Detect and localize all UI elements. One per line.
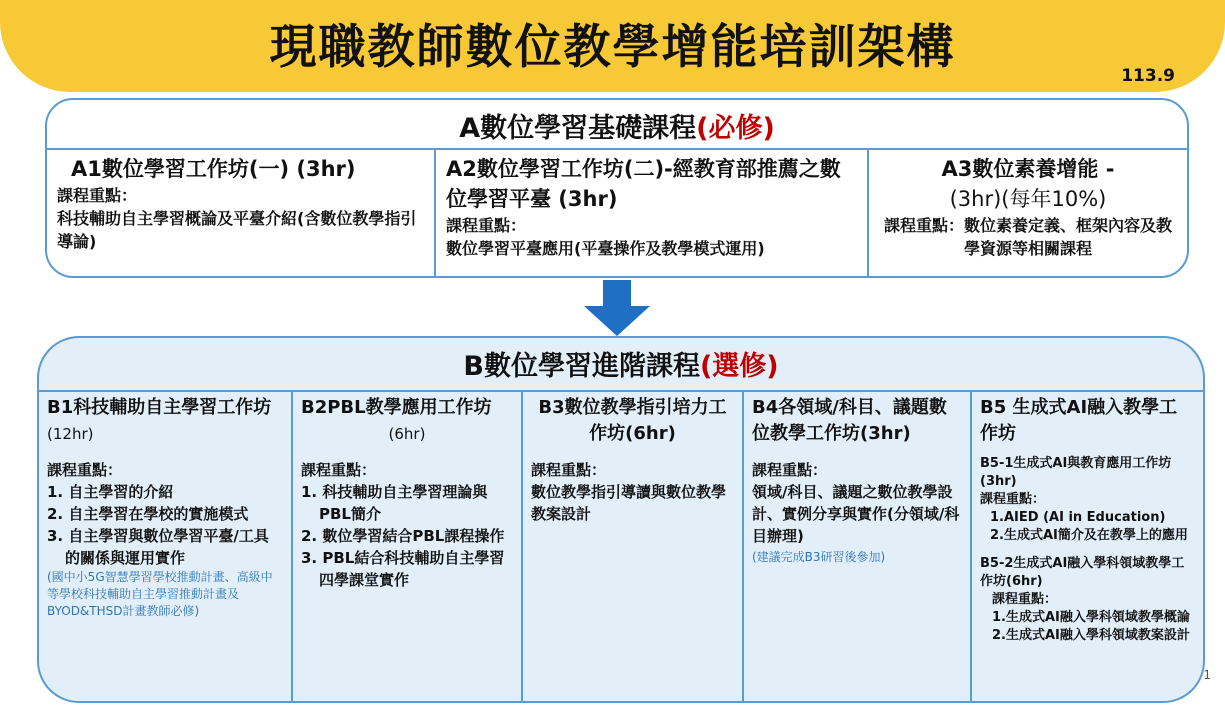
list-item: 3. 自主學習與數位學習平臺/工具的關係與運用實作 [47,527,269,567]
course-b1-title [47,395,283,447]
section-a-title [47,106,1187,145]
course-a1-focus-label: 課程重點： [57,186,138,205]
course-b1 [39,392,291,703]
course-b4-title: B4各領域/科目、議題數位教學工作坊(3hr) [752,397,947,444]
down-arrow-icon [584,280,650,336]
course-b3 [521,392,742,703]
section-b-elective-tag: (選修) [699,351,779,382]
course-b4 [742,392,970,703]
section-b-grid [39,390,1203,703]
course-b4-focus-label: 課程重點： [752,461,828,479]
course-a3-focus: 課程重點：數位素養定義、框架內容及教學資源等相關課程 [883,216,1172,258]
course-b5-2-focus-label: 課程重點： [992,592,1058,607]
section-a-box [45,98,1189,278]
course-b5-title: B5 生成式AI融入教學工作坊 [980,397,1178,444]
version-label: 113.9 [1121,66,1175,86]
course-a3-title: A3數位素養增能 - [941,157,1115,181]
course-b3-focus-label: 課程重點： [531,461,607,479]
course-b1-focus-label: 課程重點： [47,461,123,479]
list-item: 3. PBL結合科技輔助自主學習四學課堂實作 [301,549,505,589]
course-b5-1-title: B5-1生成式AI與教育應用工作坊(3hr) [980,456,1172,489]
course-b5-2-title: B5-2生成式AI融入學科領域教學工作坊(6hr) [980,556,1185,589]
section-a-required-tag: (必修) [696,113,775,144]
list-item: 1.AIED (AI in Education) [990,510,1166,525]
course-a1-title: A1數位學習工作坊(一) (3hr) [71,157,356,181]
list-item: 1.生成式AI融入學科領域教學概論 [992,610,1190,625]
section-b-box [37,336,1205,703]
course-b2-focus-label: 課程重點： [301,461,377,479]
page-title: 現職教師數位教學增能培訓架構 [269,20,956,75]
list-item: 1. 自主學習的介紹 [47,483,174,501]
list-item: 2. 數位學習結合PBL課程操作 [301,527,505,545]
course-a3-hours: (3hr)(每年10%) [949,187,1107,211]
course-a3 [867,150,1187,278]
course-b1-title-text: B1科技輔助自主學習工作坊 [47,397,272,418]
list-item: 1. 科技輔助自主學習理論與PBL簡介 [301,483,488,523]
course-b1-list [47,481,283,569]
course-a1 [47,150,434,278]
course-b1-note: (國中小5G智慧學習學校推動計畫、高級中等學校科技輔助自主學習推動計畫及BYOD&THSD計畫教師必修) [47,570,273,618]
course-b2-list [301,481,513,591]
list-item: 2.生成式AI簡介及在教學上的應用 [990,528,1188,543]
list-item: 2. 自主學習在學校的實施模式 [47,505,249,523]
page-number: 1 [1203,668,1211,682]
course-a1-focus: 科技輔助自主學習概論及平臺介紹(含數位教學指引導論) [57,209,417,251]
list-item: 2.生成式AI融入學科領域教案設計 [992,628,1190,643]
course-a2-focus: 數位學習平臺應用(平臺操作及教學模式運用) [446,239,765,258]
course-b5 [970,392,1203,703]
course-b4-note: (建議完成B3研習後參加) [752,550,886,564]
course-b3-title: B3數位教學指引培力工作坊(6hr) [538,397,727,444]
course-b5-1-focus-label: 課程重點： [980,492,1046,507]
course-b1-hours: (12hr) [47,425,94,443]
course-b3-focus: 數位教學指引導讀與數位教學教案設計 [531,483,727,523]
course-b4-focus: 領域/科目、議題之數位教學設計、實例分享與實作(分領域/科目辦理) [752,483,960,545]
course-b2 [291,392,521,703]
section-a-grid [47,148,1187,278]
section-b-title [39,344,1203,383]
course-a2-title: A2數位學習工作坊(二)-經教育部推薦之數位學習平臺 (3hr) [446,157,841,211]
course-a2 [434,150,867,278]
section-b-title-main: B數位學習進階課程 [463,351,700,382]
course-b2-hours: (6hr) [388,425,426,443]
course-a2-focus-label: 課程重點： [446,216,527,235]
course-b2-title: B2PBL教學應用工作坊 [301,397,492,418]
section-a-title-main: A數位學習基礎課程 [459,113,697,144]
